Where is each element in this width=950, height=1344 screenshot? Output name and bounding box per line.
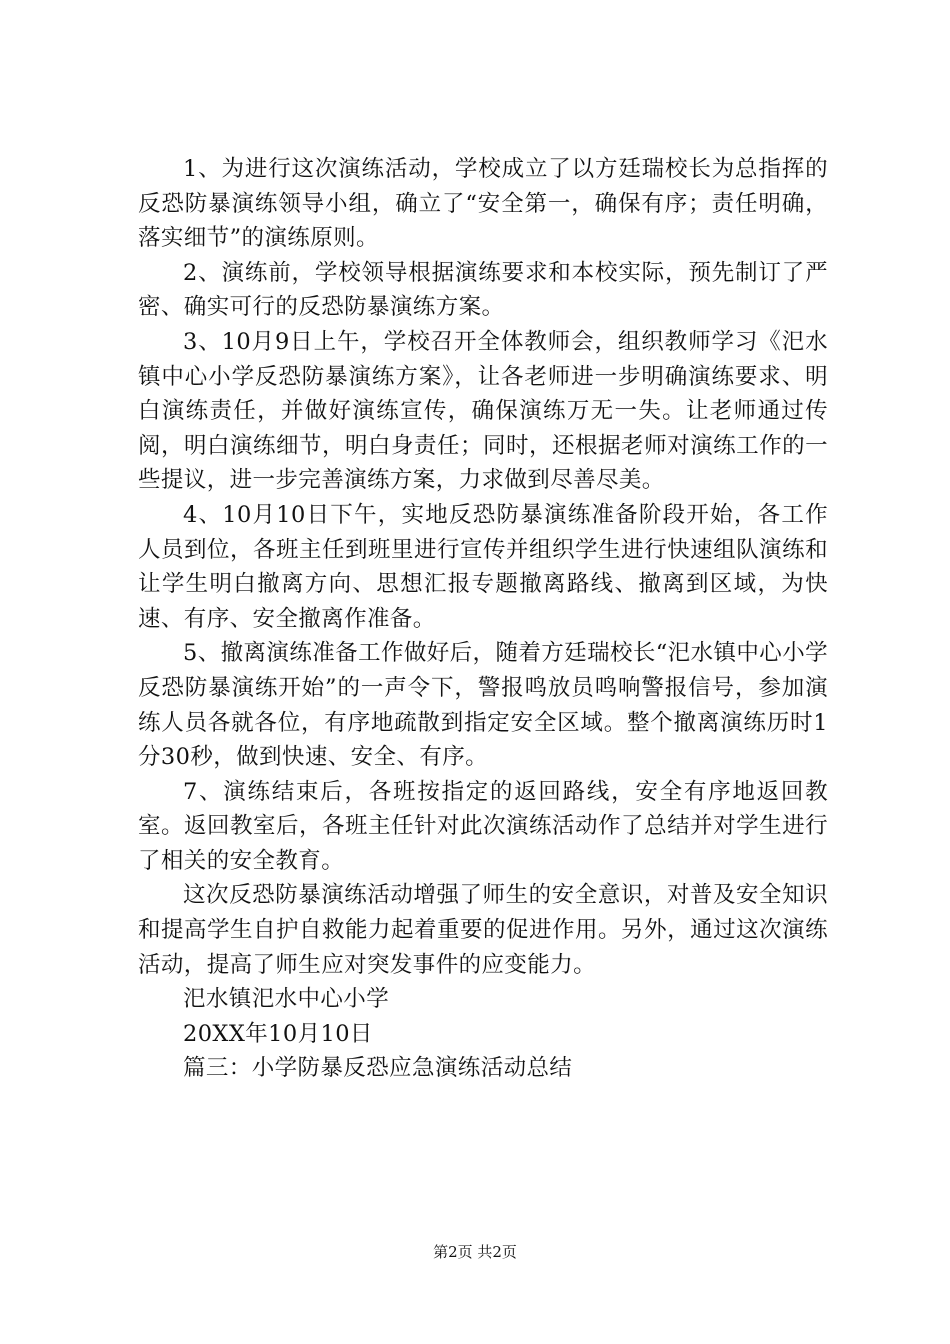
paragraph-4: 4、10月10日下午，实地反恐防暴演练准备阶段开始，各工作人员到位，各班主任到班里进行宣传并组织学生进行快速组队演练和让学生明白撤离方向、思想汇报专题撤离路线、撤离到区域，为快速、有序、安全撤离作准备。 [138,501,828,632]
document-body [138,152,828,1086]
paragraph-2: 2、演练前，学校领导根据演练要求和本校实际，预先制订了严密、确实可行的反恐防暴演练方案。 [138,259,828,321]
paragraph-1: 1、为进行这次演练活动，学校成立了以方廷瑞校长为总指挥的反恐防暴演练领导小组，确立了“安全第一，确保有序；责任明确，落实细节”的演练原则。 [138,156,828,252]
paragraph-7: 7、演练结束后，各班按指定的返回路线，安全有序地返回教室。返回教室后，各班主任针对此次演练活动作了总结并对学生进行了相关的安全教育。 [138,778,828,874]
page-number: 第2页 共2页 [433,1243,517,1261]
school-signature: 汜水镇汜水中心小学 [183,986,390,1013]
summary-paragraph: 这次反恐防暴演练活动增强了师生的安全意识，对普及安全知识和提高学生自护自救能力起着重要的促进作用。另外，通过这次演练活动，提高了师生应对突发事件的应变能力。 [138,882,828,978]
paragraph-3: 3、10月9日上午，学校召开全体教师会，组织教师学习《汜水镇中心小学反恐防暴演练方案》，让各老师进一步明确演练要求、明白演练责任，并做好演练宣传，确保演练万无一失。让老师通过传阅，明白演练细节，明白身责任；同时，还根据老师对演练工作的一些提议，进一步完善演练方案，力求做到尽善尽美。 [138,328,828,494]
paragraph-5: 5、撤离演练准备工作做好后，随着方廷瑞校长“汜水镇中心小学反恐防暴演练开始”的一声令下，警报鸣放员鸣响警报信号，参加演练人员各就各位，有序地疏散到指定安全区域。整个撤离演练历时1分30秒，做到快速、安全、有序。 [138,640,828,771]
section-heading: 篇三：小学防暴反恐应急演练活动总结 [183,1055,573,1082]
page-footer [0,1242,950,1262]
document-date: 20XX年10月10日 [183,1020,373,1047]
